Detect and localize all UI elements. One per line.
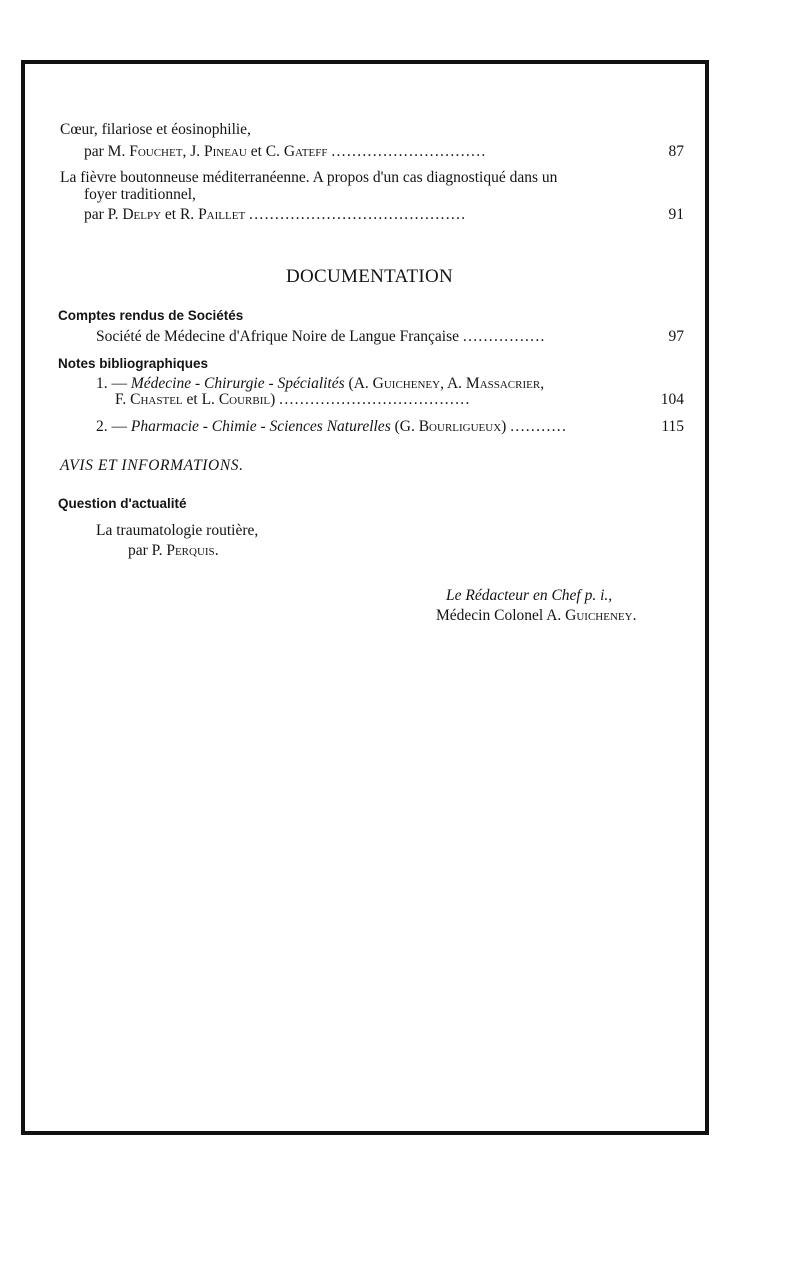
leader-dots: ..................................... — [279, 391, 471, 408]
author-name: Guicheney — [565, 607, 633, 624]
page-number: 97 — [668, 328, 684, 345]
page-number: 91 — [668, 206, 684, 223]
toc-entry: 1. — Médecine - Chirurgie - Spécialités (A. Guicheney, A. Massacrier, — [96, 375, 545, 392]
entry-title-continued: foyer traditionnel, — [84, 186, 196, 203]
signature-title: Le Rédacteur en Chef p. i., — [446, 587, 613, 604]
toc-entry: La traumatologie routière, — [96, 522, 259, 539]
page-number: 87 — [668, 143, 684, 160]
toc-entry: Société de Médecine d'Afrique Noire de Langue Française ................ — [96, 328, 546, 345]
section-heading-italic: AVIS ET INFORMATIONS. — [60, 457, 244, 474]
entry-byline: par P. Perquis. — [128, 542, 219, 559]
author-name: Delpy — [122, 206, 162, 223]
author-name: Gateff — [283, 143, 328, 160]
author-name: Pineau — [203, 143, 247, 160]
entry-byline: par M. Fouchet, J. Pineau et C. Gateff .............................. — [84, 143, 487, 160]
author-name: Fouchet — [129, 143, 183, 160]
entry-title: La fièvre boutonneuse méditerranéenne. A propos d'un cas diagnostiqué dans un — [60, 169, 558, 186]
entry-byline: par P. Delpy et R. Paillet .......................................... — [84, 206, 467, 223]
page-number: 115 — [661, 418, 684, 435]
leader-dots: .......................................... — [249, 206, 467, 223]
toc-entry: 2. — Pharmacie - Chimie - Sciences Naturelles (G. Bourligueux) ........... — [96, 418, 568, 435]
author-name: Perquis — [166, 542, 215, 559]
leader-dots: ................ — [462, 328, 546, 345]
entry-title: Cœur, filariose et éosinophilie, — [60, 121, 251, 138]
subsection-heading: Notes bibliographiques — [58, 356, 209, 371]
author-name: Bourligueux — [418, 418, 502, 435]
section-heading: DOCUMENTATION — [286, 266, 454, 287]
leader-dots: .............................. — [331, 143, 487, 160]
note-title: Pharmacie - Chimie - Sciences Naturelles — [130, 418, 391, 435]
author-name: Massacrier — [465, 375, 541, 392]
toc-entry-continued: F. Chastel et L. Courbil) ..................................... — [115, 391, 471, 408]
subsection-heading: Question d'actualité — [58, 496, 187, 511]
author-name: Paillet — [198, 206, 246, 223]
author-name: Chastel — [130, 391, 183, 408]
signature-name: Médecin Colonel A. Guicheney. — [436, 607, 637, 624]
author-name: Guicheney — [372, 375, 441, 392]
leader-dots: ........... — [510, 418, 568, 435]
page-number: 104 — [660, 391, 684, 408]
author-name: Courbil — [218, 391, 271, 408]
note-title: Médecine - Chirurgie - Spécialités — [130, 375, 345, 392]
subsection-heading: Comptes rendus de Sociétés — [58, 308, 244, 323]
